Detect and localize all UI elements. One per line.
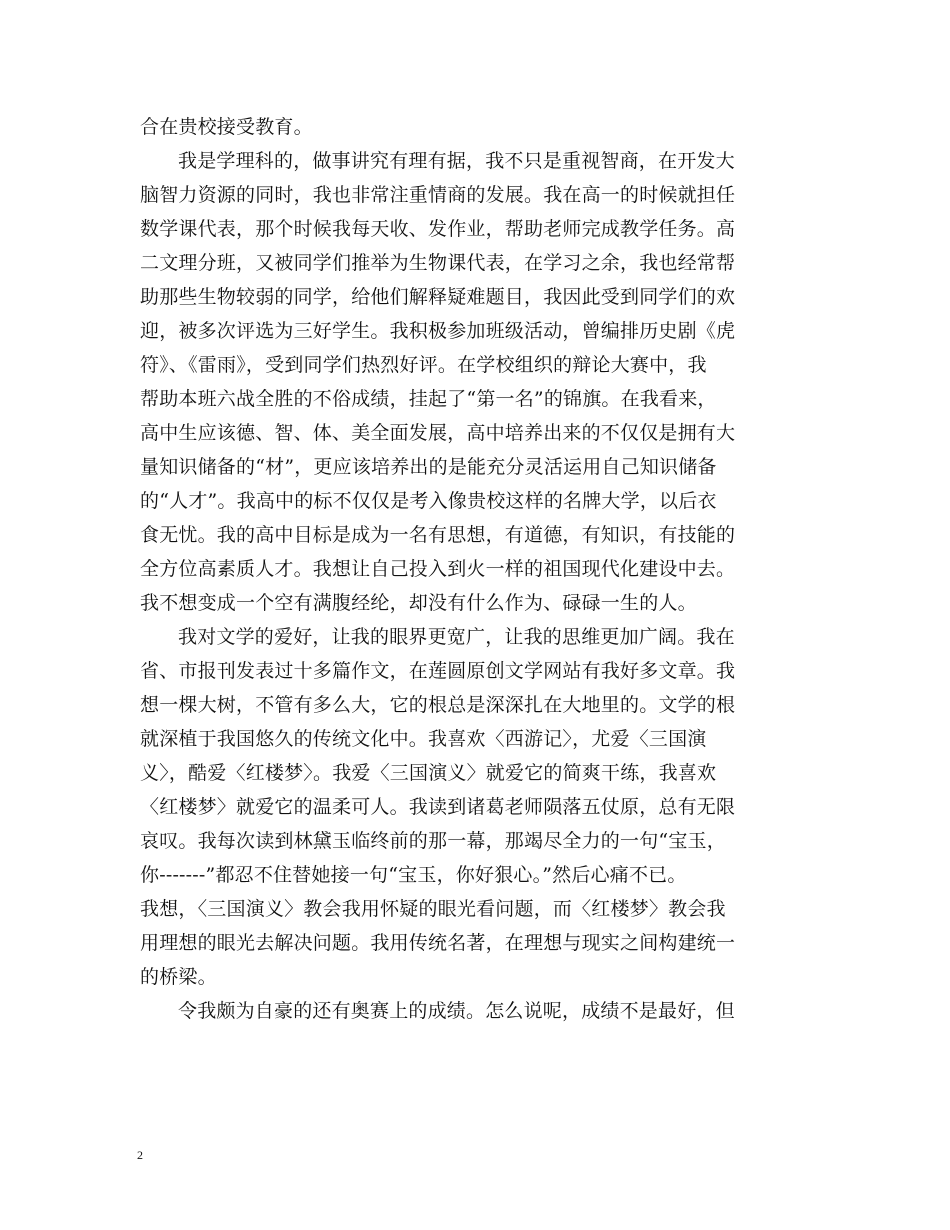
text-line: 的桥梁。 [140,966,217,988]
text-line: 量知识储备的“材”，更应该培养出的是能充分灵活运用自己知识储备 [140,456,717,478]
text-line: 符》、《雷雨》，受到同学们热烈好评。在学校组织的辩论大赛中，我 [140,354,707,376]
text-line: 二文理分班，又被同学们推举为生物课代表，在学习之余，我也经常帮 [140,252,736,274]
text-line: 食无忧。我的高中目标是成为一名有思想，有道德，有知识，有技能的 [140,524,736,546]
text-line: 哀叹。我每次读到林黛玉临终前的那一幕，那竭尽全力的一句“宝玉， [140,830,726,852]
text-line: 助那些生物较弱的同学，给他们解释疑难题目，我因此受到同学们的欢 [140,286,736,308]
text-line: 〈红楼梦〉就爱它的温柔可人。我读到诸葛老师陨落五仗原，总有无限 [140,796,736,818]
text-line: 你-------”都忍不住替她接一句“宝玉，你好狠心。”然后心痛不已。 [140,864,687,886]
text-line: 迎，被多次评选为三好学生。我积极参加班级活动，曾编排历史剧《虎 [140,320,736,342]
paragraph-start-line: 令我颇为自豪的还有奥赛上的成绩。怎么说呢，成绩不是最好，但 [178,1000,735,1022]
text-line: 就深植于我国悠久的传统文化中。我喜欢〈西游记〉，尤爱〈三国演 [140,728,707,750]
text-line: 的“人才”。我高中的标不仅仅是考入像贵校这样的名牌大学，以后衣 [140,490,717,512]
text-line: 全方位高素质人才。我想让自己投入到火一样的祖国现代化建设中去。 [140,558,736,580]
text-line: 用理想的眼光去解决问题。我用传统名著，在理想与现实之间构建统一 [140,932,736,954]
text-line: 合在贵校接受教育。 [140,116,313,138]
text-line: 省、市报刊发表过十多篇作文，在莲圆原创文学网站有我好多文章。我 [140,660,736,682]
paragraph-start-line: 我对文学的爱好，让我的眼界更宽广，让我的思维更加广阔。我在 [178,626,735,648]
text-line: 高中生应该德、智、体、美全面发展，高中培养出来的不仅仅是拥有大 [140,422,736,444]
page-number: 2 [137,1148,143,1162]
paragraph-start-line: 我是学理科的，做事讲究有理有据，我不只是重视智商，在开发大 [178,150,735,172]
text-line: 义〉，酷爱〈红楼梦〉。我爱〈三国演义〉就爱它的简爽干练，我喜欢 [140,762,717,784]
text-line: 帮助本班六战全胜的不俗成绩，挂起了“第一名”的锦旗。在我看来， [140,388,717,410]
text-line: 想一棵大树，不管有多么大，它的根总是深深扎在大地里的。文学的根 [140,694,736,716]
text-line: 我想，〈三国演义〉教会我用怀疑的眼光看问题，而〈红楼梦〉教会我 [140,898,726,920]
text-line: 数学课代表，那个时候我每天收、发作业，帮助老师完成教学任务。高 [140,218,736,240]
text-line: 脑智力资源的同时，我也非常注重情商的发展。我在高一的时候就担任 [140,184,736,206]
text-line: 我不想变成一个空有满腹经纶，却没有什么作为、碌碌一生的人。 [140,592,697,614]
body-text [140,110,840,1028]
